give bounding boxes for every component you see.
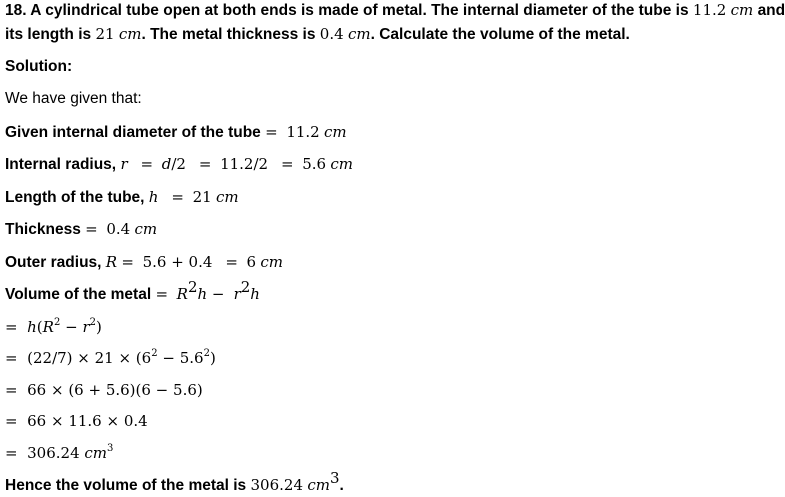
diameter-number: 11.2	[692, 1, 727, 19]
equals-sign: =	[5, 412, 18, 430]
equals-sign: =	[265, 123, 278, 141]
radius-unit: cm	[330, 155, 353, 173]
diameter-unit: cm	[730, 1, 754, 19]
problem-text: A cylindrical tube open at both ends is made of metal. The internal diameter of the tube is	[30, 2, 689, 19]
outer-radius-symbol: R	[42, 318, 54, 336]
exponent: 2	[89, 317, 96, 328]
length-unit: cm	[118, 25, 142, 43]
thickness-unit: cm	[347, 25, 371, 43]
diameter-value: 11.2	[286, 123, 320, 141]
conclusion-value: 306.24	[250, 476, 303, 494]
exponent: 2	[53, 317, 61, 328]
outer-radius-variable: R	[105, 253, 118, 271]
equals-sign: =	[5, 381, 18, 399]
problem-line-1	[5, 0, 785, 21]
step-1	[5, 317, 102, 337]
equals-sign: =	[85, 220, 98, 238]
problem-thickness-text: . The metal thickness is	[141, 26, 316, 43]
step-4-expression: 66 × 11.6 × 0.4	[27, 412, 148, 430]
length-unit-given: cm	[216, 188, 239, 206]
given-outer-radius-line	[5, 252, 283, 273]
radius-expression: 11.2/2	[220, 155, 269, 173]
minus-sign: −	[60, 318, 83, 336]
exponent: 3	[107, 443, 114, 454]
step-3	[5, 380, 203, 400]
exponent: 2	[240, 277, 251, 296]
close-paren: )	[95, 318, 102, 336]
height-variable: h	[148, 188, 159, 206]
exponent: 2	[203, 348, 210, 359]
step-5	[5, 443, 113, 463]
outer-radius-unit: cm	[260, 253, 284, 271]
equals-sign: =	[5, 444, 18, 462]
inner-radius-symbol: r	[82, 318, 90, 336]
exponent: 2	[151, 348, 158, 359]
equals-sign: =	[5, 318, 18, 336]
conclusion-text: Hence the volume of the metal is	[5, 477, 247, 494]
problem-length-text: its length is	[5, 26, 92, 43]
height-symbol: h	[250, 285, 260, 303]
equals-sign: =	[140, 155, 154, 173]
length-label: Length of the tube,	[5, 189, 145, 206]
equals-sign: =	[281, 155, 294, 173]
given-diameter-line	[5, 122, 347, 143]
conclusion-unit: cm	[307, 476, 330, 494]
conclusion-line	[5, 468, 344, 496]
step-3-expression: 66 × (6 + 5.6)(6 − 5.6)	[27, 381, 203, 399]
given-radius-line	[5, 154, 353, 175]
volume-label: Volume of the metal	[5, 286, 152, 303]
given-intro: We have given that:	[5, 90, 142, 107]
problem-number: 18.	[5, 2, 27, 19]
inner-radius-symbol: r	[233, 285, 241, 303]
result-value: 306.24	[27, 444, 80, 462]
thickness-label: Thickness	[5, 221, 81, 238]
height-symbol: h	[27, 318, 37, 336]
length-value: 21	[192, 188, 212, 206]
equals-sign: =	[5, 349, 18, 367]
radius-variable: r	[120, 155, 128, 173]
divide-two: /2	[171, 155, 186, 173]
diameter-unit-given: cm	[324, 123, 347, 141]
thickness-unit-given: cm	[134, 220, 158, 238]
outer-radius-symbol: R	[176, 285, 188, 303]
result-unit: cm	[84, 444, 108, 462]
equals-sign: =	[198, 155, 212, 173]
diameter-label: Given internal diameter of the tube	[5, 124, 261, 141]
thickness-number: 0.4	[319, 25, 344, 43]
outer-radius-expression: 5.6 + 0.4	[142, 253, 213, 271]
close-paren: )	[209, 349, 216, 367]
minus-sign: −	[207, 285, 230, 303]
thickness-value: 0.4	[106, 220, 131, 238]
step-2-expression: (22/7) × 21 × (6	[27, 349, 152, 367]
problem-and: and	[757, 2, 785, 19]
equals-sign: =	[225, 253, 238, 271]
problem-line-2	[5, 24, 630, 45]
height-symbol: h	[197, 285, 208, 303]
equals-sign: =	[155, 285, 169, 303]
radius-label: Internal radius,	[5, 156, 117, 173]
given-thickness-line	[5, 219, 157, 240]
solution-heading: Solution:	[5, 58, 73, 75]
step-2	[5, 348, 216, 368]
exponent: 3	[329, 468, 340, 487]
given-length-line	[5, 187, 239, 208]
volume-formula-line	[5, 277, 260, 305]
outer-radius-label: Outer radius,	[5, 254, 102, 271]
open-paren: (	[36, 318, 43, 336]
problem-question: . Calculate the volume of the metal.	[370, 26, 630, 43]
outer-radius-value: 6	[246, 253, 257, 271]
step-4	[5, 411, 148, 431]
step-2-expression: − 5.6	[157, 349, 204, 367]
length-number: 21	[95, 25, 115, 43]
diameter-variable: d	[161, 155, 172, 173]
equals-sign: =	[171, 188, 184, 206]
exponent: 2	[187, 277, 198, 296]
equals-sign: =	[121, 253, 134, 271]
conclusion-period: .	[339, 477, 344, 494]
radius-value: 5.6	[302, 155, 327, 173]
